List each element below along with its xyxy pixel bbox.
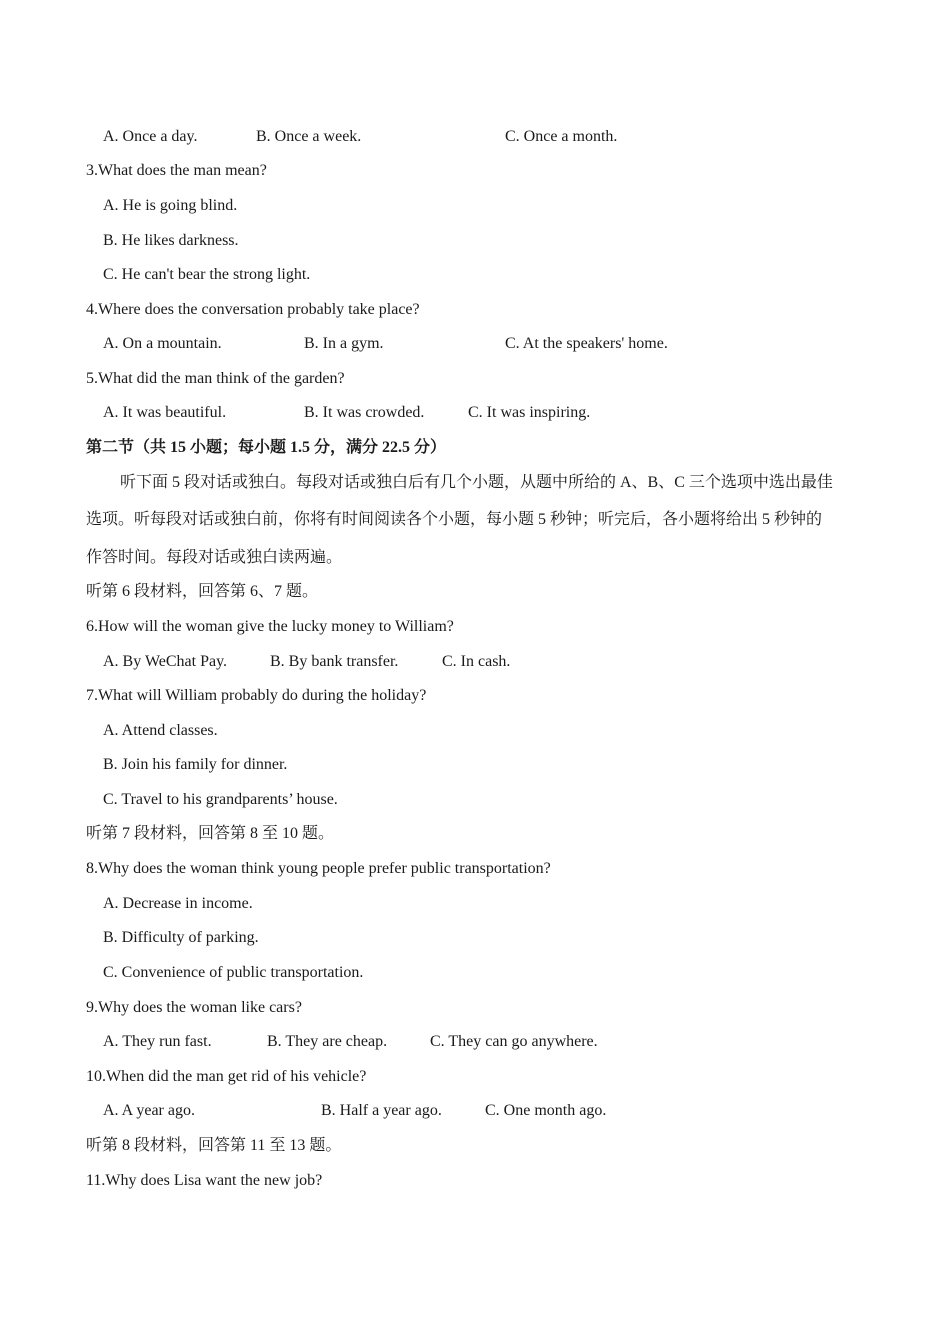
q7-option-c: C. Travel to his grandparents’ house. xyxy=(103,791,338,808)
q2-option-b: B. Once a week. xyxy=(256,128,362,145)
q10-option-c: C. One month ago. xyxy=(485,1102,607,1119)
q9-stem: 9.Why does the woman like cars? xyxy=(86,999,302,1016)
q10-option-b: B. Half a year ago. xyxy=(321,1102,442,1119)
q6-option-c: C. In cash. xyxy=(442,653,511,670)
q11-stem: 11.Why does Lisa want the new job? xyxy=(86,1172,323,1189)
q9-option-a: A. They run fast. xyxy=(103,1033,212,1050)
section-2-title: 第二节（共 15 小题；每小题 1.5 分，满分 22.5 分） xyxy=(86,439,447,456)
passage-6-note: 听第 6 段材料，回答第 6、7 题。 xyxy=(86,583,319,600)
q2-option-c: C. Once a month. xyxy=(505,128,618,145)
q5-option-c: C. It was inspiring. xyxy=(468,404,591,421)
q3-option-b: B. He likes darkness. xyxy=(103,232,239,249)
q2-option-a: A. Once a day. xyxy=(103,128,198,145)
section-2-instruction-line-2: 选项。听每段对话或独白前，你将有时间阅读各个小题，每小题 5 秒钟；听完后，各小题将给出 5 秒钟的 xyxy=(86,511,823,528)
q5-option-a: A. It was beautiful. xyxy=(103,404,227,421)
q3-option-c: C. He can't bear the strong light. xyxy=(103,266,311,283)
q10-option-a: A. A year ago. xyxy=(103,1102,195,1119)
q4-option-a: A. On a mountain. xyxy=(103,335,222,352)
section-2-instruction-line-3: 作答时间。每段对话或独白读两遍。 xyxy=(86,549,343,566)
q8-option-c: C. Convenience of public transportation. xyxy=(103,964,364,981)
q7-stem: 7.What will William probably do during the holiday? xyxy=(86,687,427,704)
q3-option-a: A. He is going blind. xyxy=(103,197,238,214)
q10-stem: 10.When did the man get rid of his vehicle? xyxy=(86,1068,367,1085)
q4-option-c: C. At the speakers' home. xyxy=(505,335,668,352)
q5-option-b: B. It was crowded. xyxy=(304,404,425,421)
q8-stem: 8.Why does the woman think young people prefer public transportation? xyxy=(86,860,551,877)
q7-option-a: A. Attend classes. xyxy=(103,722,218,739)
q8-option-b: B. Difficulty of parking. xyxy=(103,929,259,946)
passage-8-note: 听第 8 段材料，回答第 11 至 13 题。 xyxy=(86,1137,342,1154)
q8-option-a: A. Decrease in income. xyxy=(103,895,253,912)
q5-stem: 5.What did the man think of the garden? xyxy=(86,370,345,387)
q6-option-a: A. By WeChat Pay. xyxy=(103,653,228,670)
passage-7-note: 听第 7 段材料，回答第 8 至 10 题。 xyxy=(86,825,335,842)
q4-option-b: B. In a gym. xyxy=(304,335,384,352)
q9-option-b: B. They are cheap. xyxy=(267,1033,388,1050)
q7-option-b: B. Join his family for dinner. xyxy=(103,756,288,773)
q3-stem: 3.What does the man mean? xyxy=(86,162,267,179)
section-2-instruction-line-1: 听下面 5 段对话或独白。每段对话或独白后有几个小题，从题中所给的 A、B、C 三个选项中选出最佳 xyxy=(120,474,833,491)
q9-option-c: C. They can go anywhere. xyxy=(430,1033,598,1050)
q6-stem: 6.How will the woman give the lucky money to William? xyxy=(86,618,454,635)
q6-option-b: B. By bank transfer. xyxy=(270,653,399,670)
q4-stem: 4.Where does the conversation probably take place? xyxy=(86,301,420,318)
